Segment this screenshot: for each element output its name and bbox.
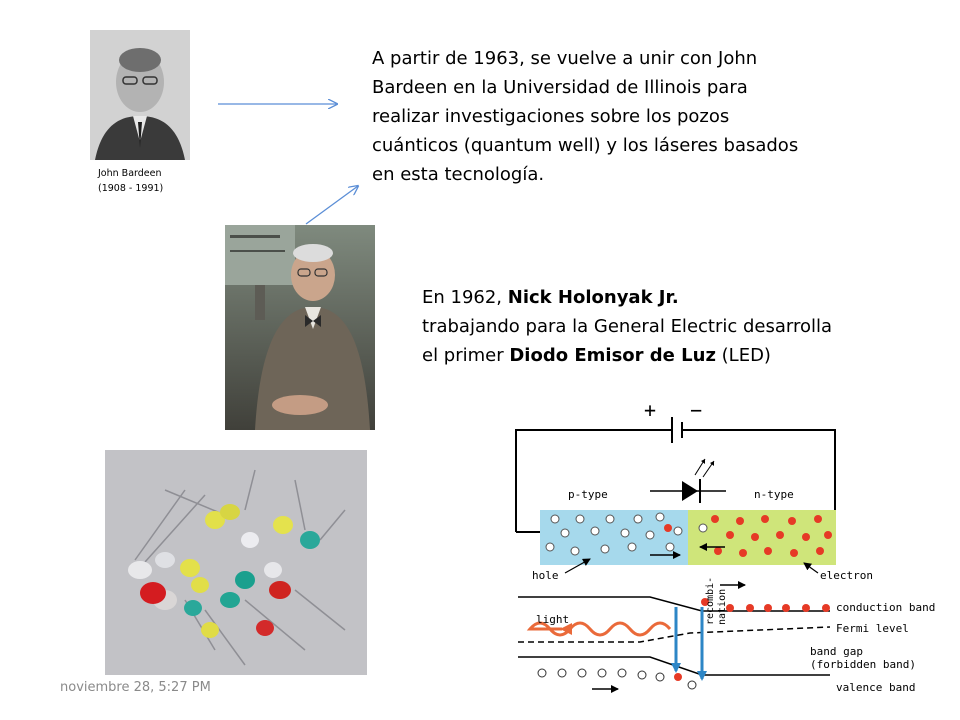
holonyak-line1 <box>422 283 892 312</box>
forbidden-band-label: (forbidden band) <box>810 658 916 671</box>
hole-label: hole <box>532 569 559 582</box>
holonyak-line3-suffix: (LED) <box>715 345 771 366</box>
n-type-label: n-type <box>754 488 794 501</box>
diode-icon <box>650 459 726 503</box>
arrow-holonyak-to-text <box>306 186 358 224</box>
footer-timestamp: noviembre 28, 5:27 PM <box>60 680 211 695</box>
electron-label: electron <box>820 569 873 582</box>
holonyak-line3-prefix: el primer <box>422 345 510 366</box>
recombination-label-2: nation <box>717 588 728 625</box>
battery-icon <box>672 417 682 443</box>
holonyak-name: Nick Holonyak Jr. <box>507 287 679 308</box>
led-band-diagram <box>510 395 940 700</box>
band-gap-label: band gap <box>810 645 863 658</box>
bardeen-years: (1908 - 1991) <box>98 183 164 194</box>
holonyak-led-term: Diodo Emisor de Luz <box>509 345 716 366</box>
fermi-level-label: Fermi level <box>836 622 909 635</box>
light-label: light <box>536 613 570 626</box>
valence-holes <box>538 669 696 689</box>
paragraph-holonyak-led <box>422 283 892 370</box>
holonyak-prefix: En 1962, <box>422 287 508 308</box>
recombination-label-1: recombi- <box>705 576 716 625</box>
bardeen-name: John Bardeen <box>98 168 162 179</box>
p-type-label: p-type <box>568 488 608 501</box>
holonyak-line3 <box>422 341 892 370</box>
conduction-band-label: conduction band <box>836 601 936 614</box>
nick-holonyak-photo <box>225 225 375 430</box>
paragraph-bardeen-collaboration: A partir de 1963, se vuelve a unir con John Bardeen en la Universidad de Illinois para realizar investigaciones sobre los pozos cuánticos (quantum well) y los láseres basados en esta tecnología. <box>372 48 799 185</box>
leds-photo <box>105 450 367 675</box>
battery-plus-label: + <box>644 398 657 422</box>
battery-minus-label: − <box>690 398 703 422</box>
holonyak-line2: trabajando para la General Electric desarrolla <box>422 316 833 337</box>
valence-band-label: valence band <box>836 681 916 694</box>
